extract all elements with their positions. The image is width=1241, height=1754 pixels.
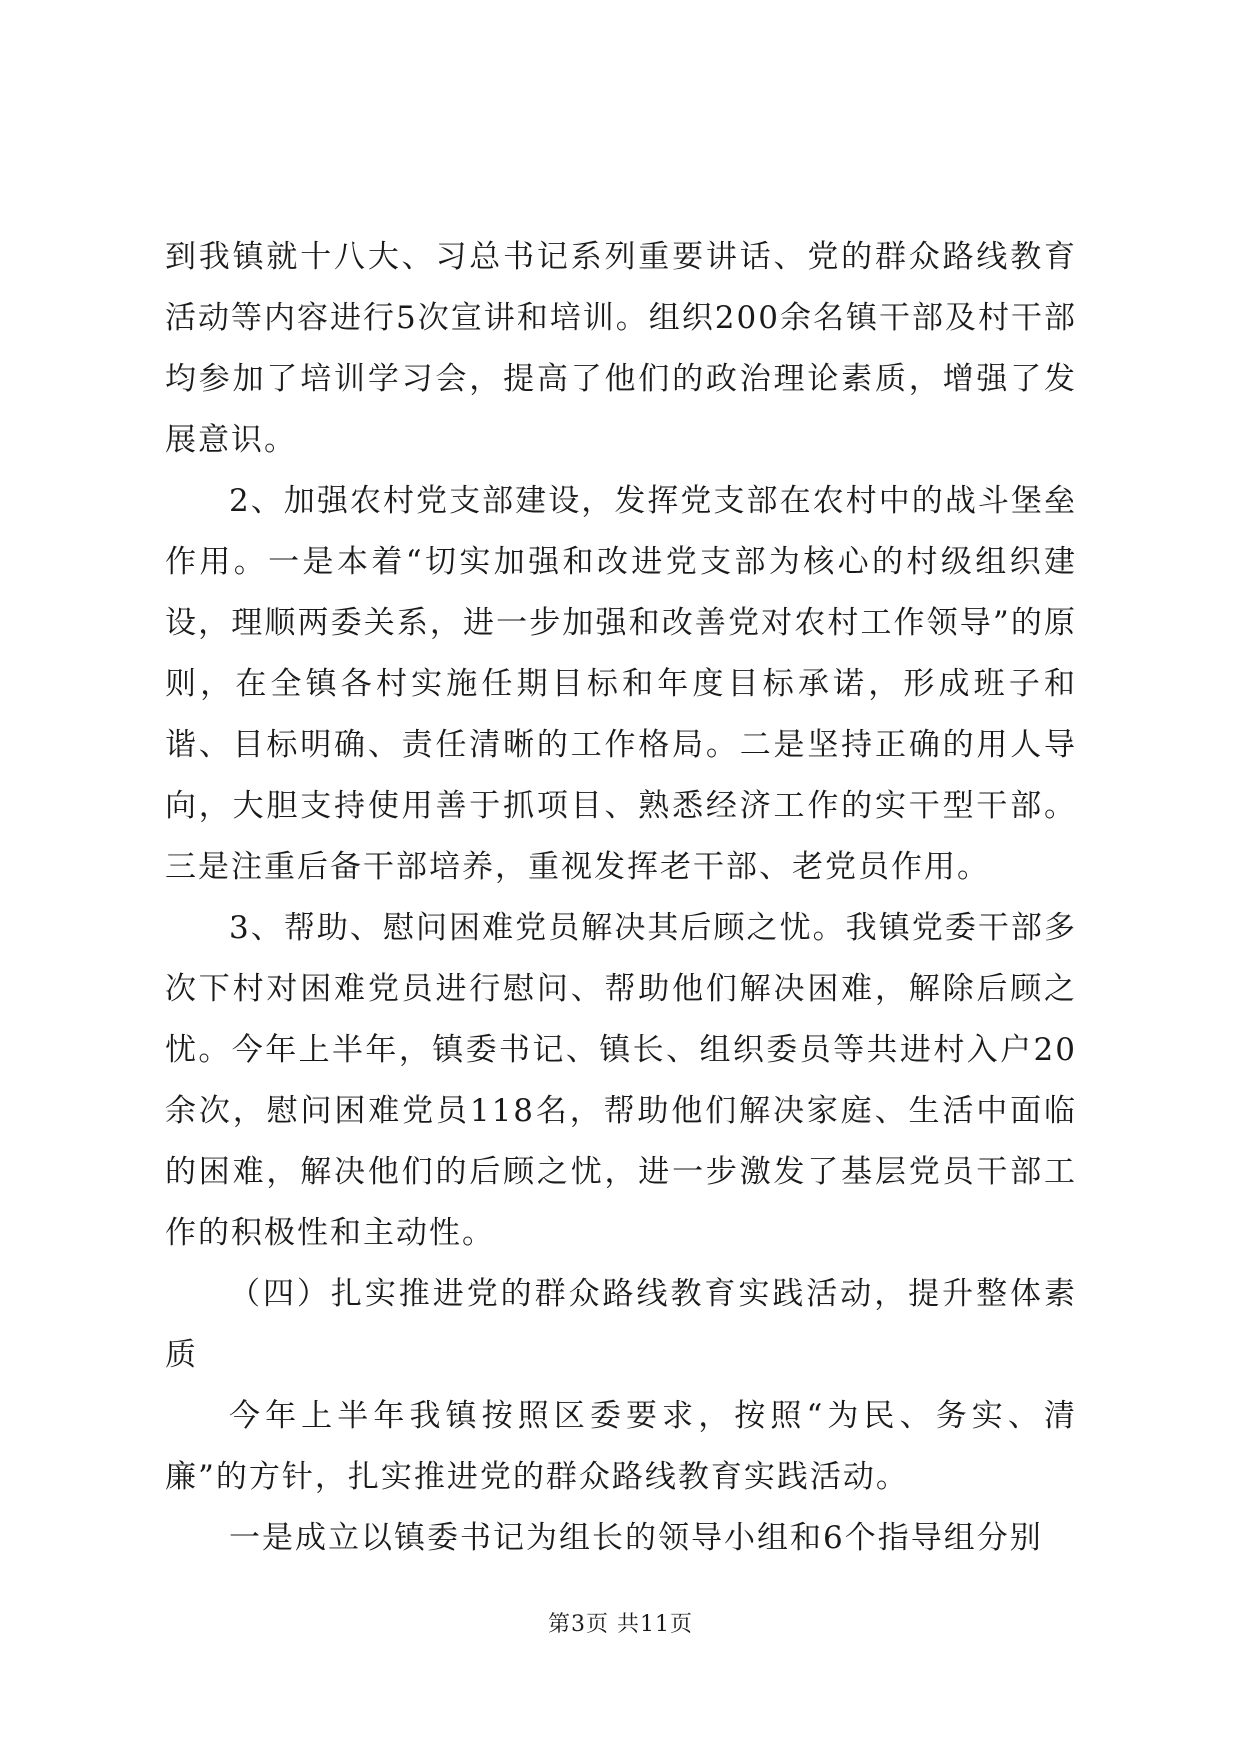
paragraph-item-2: 2、加强农村党支部建设，发挥党支部在农村中的战斗堡垒作用。一是本着“切实加强和改进党支部为核心的村级组织建设，理顺两委关系，进一步加强和改善党对农村工作领导”的原则，在全镇各村实施任期目标和年度目标承诺，形成班子和谐、目标明确、责任清晰的工作格局。二是坚持正确的用人导向，大胆支持使用善于抓项目、熟悉经济工作的实干型干部。三是注重后备干部培养，重视发挥老干部、老党员作用。	[165, 483, 1077, 885]
page-number-footer: 第3页 共11页	[548, 1612, 693, 1637]
paragraph-continuation: 到我镇就十八大、习总书记系列重要讲话、党的群众路线教育活动等内容进行5次宣讲和培训。组织200余名镇干部及村干部均参加了培训学习会，提高了他们的政治理论素质，增强了发展意识。	[165, 239, 1077, 458]
section-heading-4: （四）扎实推进党的群众路线教育实践活动，提升整体素质	[165, 1276, 1077, 1373]
paragraph-section-intro: 今年上半年我镇按照区委要求，按照“为民、务实、清廉”的方针，扎实推进党的群众路线教育实践活动。	[165, 1398, 1077, 1495]
paragraph-point-1: 一是成立以镇委书记为组长的领导小组和6个指导组分别	[229, 1520, 1043, 1556]
document-body	[165, 227, 1077, 1569]
paragraph-item-3: 3、帮助、慰问困难党员解决其后顾之忧。我镇党委干部多次下村对困难党员进行慰问、帮助他们解决困难，解除后顾之忧。今年上半年，镇委书记、镇长、组织委员等共进村入户20余次，慰问困难党员118名，帮助他们解决家庭、生活中面临的困难，解决他们的后顾之忧，进一步激发了基层党员干部工作的积极性和主动性。	[165, 910, 1077, 1251]
